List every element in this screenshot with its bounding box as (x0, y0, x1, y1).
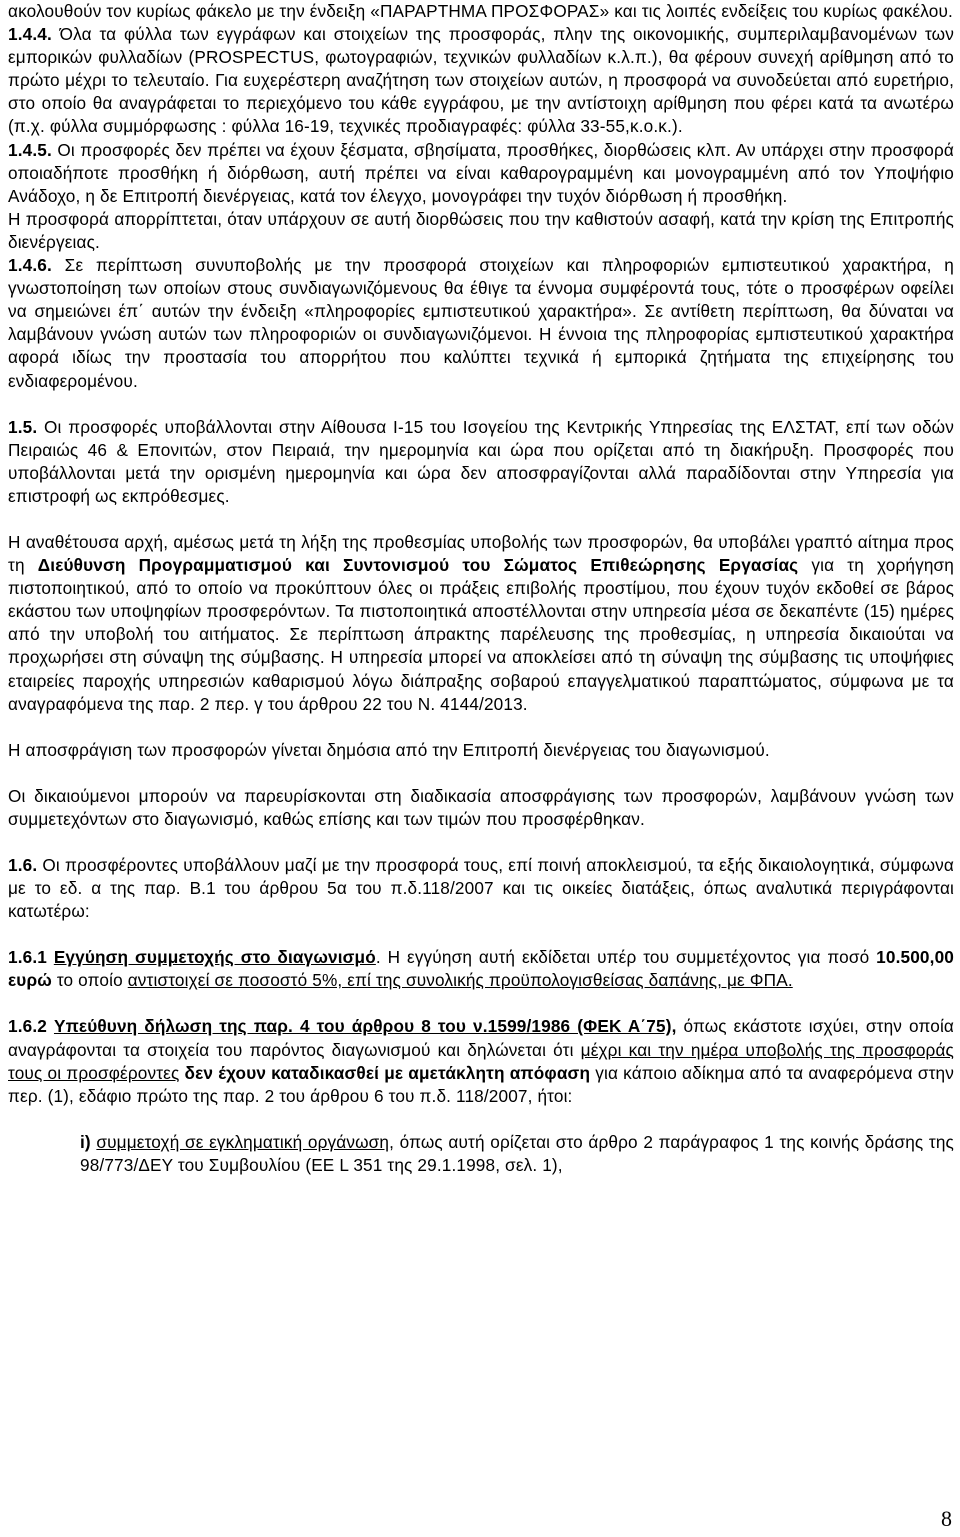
spacer (8, 716, 954, 739)
guarantee-percentage: αντιστοιχεί σε ποσοστό 5%, επί της συνολικής προϋπολογισθείσας δαπάνης, με ΦΠΑ. (127, 970, 793, 991)
section-text-2: το οποίο (51, 970, 128, 991)
document-page (8, 0, 954, 1177)
section-number: 1.6.1 (8, 947, 47, 968)
list-item-i (8, 1131, 954, 1177)
spacer (8, 393, 954, 416)
opening-paragraph (8, 739, 954, 762)
spacer (8, 508, 954, 531)
spacer (8, 992, 954, 1015)
guarantee-amount: 10.500,00 ευρώ (8, 947, 954, 991)
award-text-before: Η αναθέτουσα αρχή, αμέσως μετά τη λήξη της προθεσμίας υποβολής των προσφορών, θα υποβάλει γραπτό αίτημα προς τη (8, 531, 954, 576)
section-1-5 (8, 416, 954, 508)
list-item-offence: συμμετοχή σε εγκληματική οργάνωση (96, 1131, 390, 1152)
section-1-6 (8, 854, 954, 923)
section-text-1: όπως εκάστοτε ισχύει, στην οποία αναγράφονται τα στοιχεία του παρόντος διαγωνισμού και δηλώνεται ότι (8, 1016, 954, 1060)
section-number: 1.4.4. (8, 24, 52, 45)
attendance-text: Οι δικαιούμενοι μπορούν να παρευρίσκονται στη διαδικασία αποσφράγισης των προσφορών, λαμβάνουν γνώση των συμμετεχόντων στο διαγωνισμό, καθώς επίσης και των τιμών που προσφέρθηκαν. (8, 785, 954, 829)
award-paragraph (8, 531, 954, 716)
section-1-4-4 (8, 23, 954, 138)
intro-paragraph (8, 0, 954, 23)
award-authority: Διεύθυνση Προγραμματισμού και Συντονισμού του Σώματος Επιθεώρησης Εργασίας (37, 555, 799, 576)
spacer (8, 831, 954, 854)
section-number: 1.5. (8, 416, 38, 437)
declaration-period: μέχρι και την ημέρα υποβολής της προσφοράς τους οι προσφέροντες (8, 1039, 954, 1083)
section-text: Οι προσφέροντες υποβάλλουν μαζί με την προσφορά τους, επί ποινή αποκλεισμού, τα εξής δικαιολογητικά, σύμφωνα με το εδ. α της παρ. Β.1 του άρθρου 5α του π.δ.118/2007 και τις οικείες διατάξεις, όπως αναλυτικά περιγράφονται κατωτέρω: (8, 855, 954, 922)
spacer (8, 923, 954, 946)
section-number: 1.6. (8, 855, 38, 875)
section-1-4-5 (8, 139, 954, 208)
section-1-4-6 (8, 254, 954, 393)
spacer (8, 1108, 954, 1131)
intro-text: ακολουθούν τον κυρίως φάκελο με την ένδειξη «ΠΑΡΑΡΤΗΜΑ ΠΡΟΣΦΟΡΑΣ» και τις λοιπές ενδείξεις του κυρίως φακέλου. (8, 1, 953, 21)
list-item-text: , όπως αυτή ορίζεται στο άρθρο 2 παράγραφος 1 της κοινής δράσης της 98/773/ΔΕΥ του Συμβουλίου (ΕΕ L 351 της 29.1.1998, σελ. 1), (80, 1131, 954, 1175)
rejection-paragraph (8, 208, 954, 254)
section-number: 1.6.2 (8, 1016, 47, 1037)
page-number: 8 (941, 1506, 952, 1531)
section-text-1: . Η εγγύηση αυτή εκδίδεται υπέρ του συμμετέχοντος για ποσό (375, 947, 877, 968)
section-1-6-2 (8, 1015, 954, 1107)
section-text-2: για κάποιο αδίκημα από τα αναφερόμενα στην περ. (1), εδάφιο πρώτο της παρ. 2 του άρθρου 6 του π.δ. 118/2007, ήτοι: (8, 1062, 954, 1106)
section-text: Οι προσφορές δεν πρέπει να έχουν ξέσματα, σβησίματα, προσθήκες, διορθώσεις κλπ. Αν υπάρχει στην προσφορά οποιαδήποτε προσθήκη ή διόρθωση, αυτή πρέπει να είναι καθαρογραμμένη και μονογραμμένη από τον Υποψήφιο Ανάδοχο, η δε Επιτροπή διενέργειας, κατά τον έλεγχο, μονογράφει την τυχόν διόρθωση ή προσθήκη. (8, 139, 954, 206)
section-title: Εγγύηση συμμετοχής στο διαγωνισμό (53, 947, 376, 968)
opening-text: Η αποσφράγιση των προσφορών γίνεται δημόσια από την Επιτροπή διενέργειας του διαγωνισμού. (8, 739, 770, 760)
list-item-label: i) (80, 1131, 91, 1152)
section-1-6-1 (8, 946, 954, 992)
section-title: Υπεύθυνη δήλωση της παρ. 4 του άρθρου 8 του ν.1599/1986 (ΦΕΚ Α΄75), (53, 1016, 677, 1037)
section-text: Οι προσφορές υποβάλλονται στην Αίθουσα Ι-15 του Ισογείου της Κεντρικής Υπηρεσίας της ΕΛΣΤΑΤ, επί των οδών Πειραιώς 46 & Επονιτών, στον Πειραιά, την ημερομηνία και ώρα που ορίζεται από τη διακήρυξη. Προσφορές που υποβάλλονται μετά την ορισμένη ημερομηνία και ώρα δεν αποσφραγίζονται αλλά παραδίδονται στην Υπηρεσία για επιστροφή ως εκπρόθεσμες. (8, 416, 954, 506)
section-number: 1.4.5. (8, 139, 52, 160)
attendance-paragraph (8, 785, 954, 831)
section-number: 1.4.6. (8, 255, 52, 276)
award-text-after: για τη χορήγηση πιστοποιητικού, από το οποίο να προκύπτουν όλες οι πράξεις επιβολής προστίμου, που έχουν τυχόν εκδοθεί σε βάρος εκάστου των υποψηφίων προσφερόντων. Τα πιστοποιητικά αποστέλλονται στην υπηρεσία μέσα σε δεκαπέντε (15) ημέρες από την υποβολή του αιτήματος. Σε περίπτωση άπρακτης παρέλευσης της προθεσμίας, η υπηρεσία δικαιούται να προχωρήσει στη σύναψη της σύμβασης. Η υπηρεσία μπορεί να αποκλείσει από τη σύναψη της σύμβασης τις υποψήφιες εταιρείες παροχής υπηρεσιών καθαρισμού λόγω διάπραξης σοβαρού επαγγελματικού παραπτώματος, σύμφωνα με τα αναγραφόμενα της παρ. 2 περ. γ του άρθρου 22 του Ν. 4144/2013. (8, 555, 955, 714)
rejection-text: Η προσφορά απορρίπτεται, όταν υπάρχουν σε αυτή διορθώσεις που την καθιστούν ασαφή, κατά την κρίση της Επιτροπής διενέργειας. (8, 208, 954, 252)
section-text: Όλα τα φύλλα των εγγράφων και στοιχείων της προσφοράς, πλην της οικονομικής, συμπεριλαμβανομένων των εμπορικών φυλλαδίων (PROSPECTUS, φωτογραφιών, τεχνικών φυλλαδίων κ.λ.π.), θα φέρουν συνεχή αρίθμηση από το πρώτο μέχρι το τελευταίο. Για ευχερέστερη αναζήτηση των στοιχείων αυτών, η προσφορά να συνοδεύεται από ευρετήριο, στο οποίο θα αναγράφεται το περιεχόμενο του κάθε εγγράφου, με την αντίστοιχη αρίθμηση που φέρει κατά τα ανωτέρω (π.χ. φύλλα συμμόρφωσης : φύλλα 16-19, τεχνικές προδιαγραφές: φύλλα 33-55,κ.ο.κ.). (8, 24, 954, 137)
section-text: Σε περίπτωση συνυποβολής με την προσφορά στοιχείων και πληροφοριών εμπιστευτικού χαρακτήρα, η γνωστοποίηση των οποίων στους συνδιαγωνιζόμενους θα έθιγε τα έννομα συμφέροντά τους, τότε ο προσφέρων οφείλει να σημειώνει έπ΄ αυτών την ένδειξη «πληροφορίες εμπιστευτικού χαρακτήρα». Σε αντίθετη περίπτωση, θα δύναται να λαμβάνουν γνώση αυτών των πληροφοριών οι συνδιαγωνιζόμενοι. Η έννοια της πληροφορίας εμπιστευτικού χαρακτήρα αφορά ιδίως την προστασία του απορρήτου που καλύπτει τεχνικά ή εμπορικά ζητήματα της επιχείρησης του ενδιαφερομένου. (8, 255, 954, 391)
spacer (8, 762, 954, 785)
declaration-condition: δεν έχουν καταδικασθεί με αμετάκλητη απόφαση (184, 1062, 591, 1083)
